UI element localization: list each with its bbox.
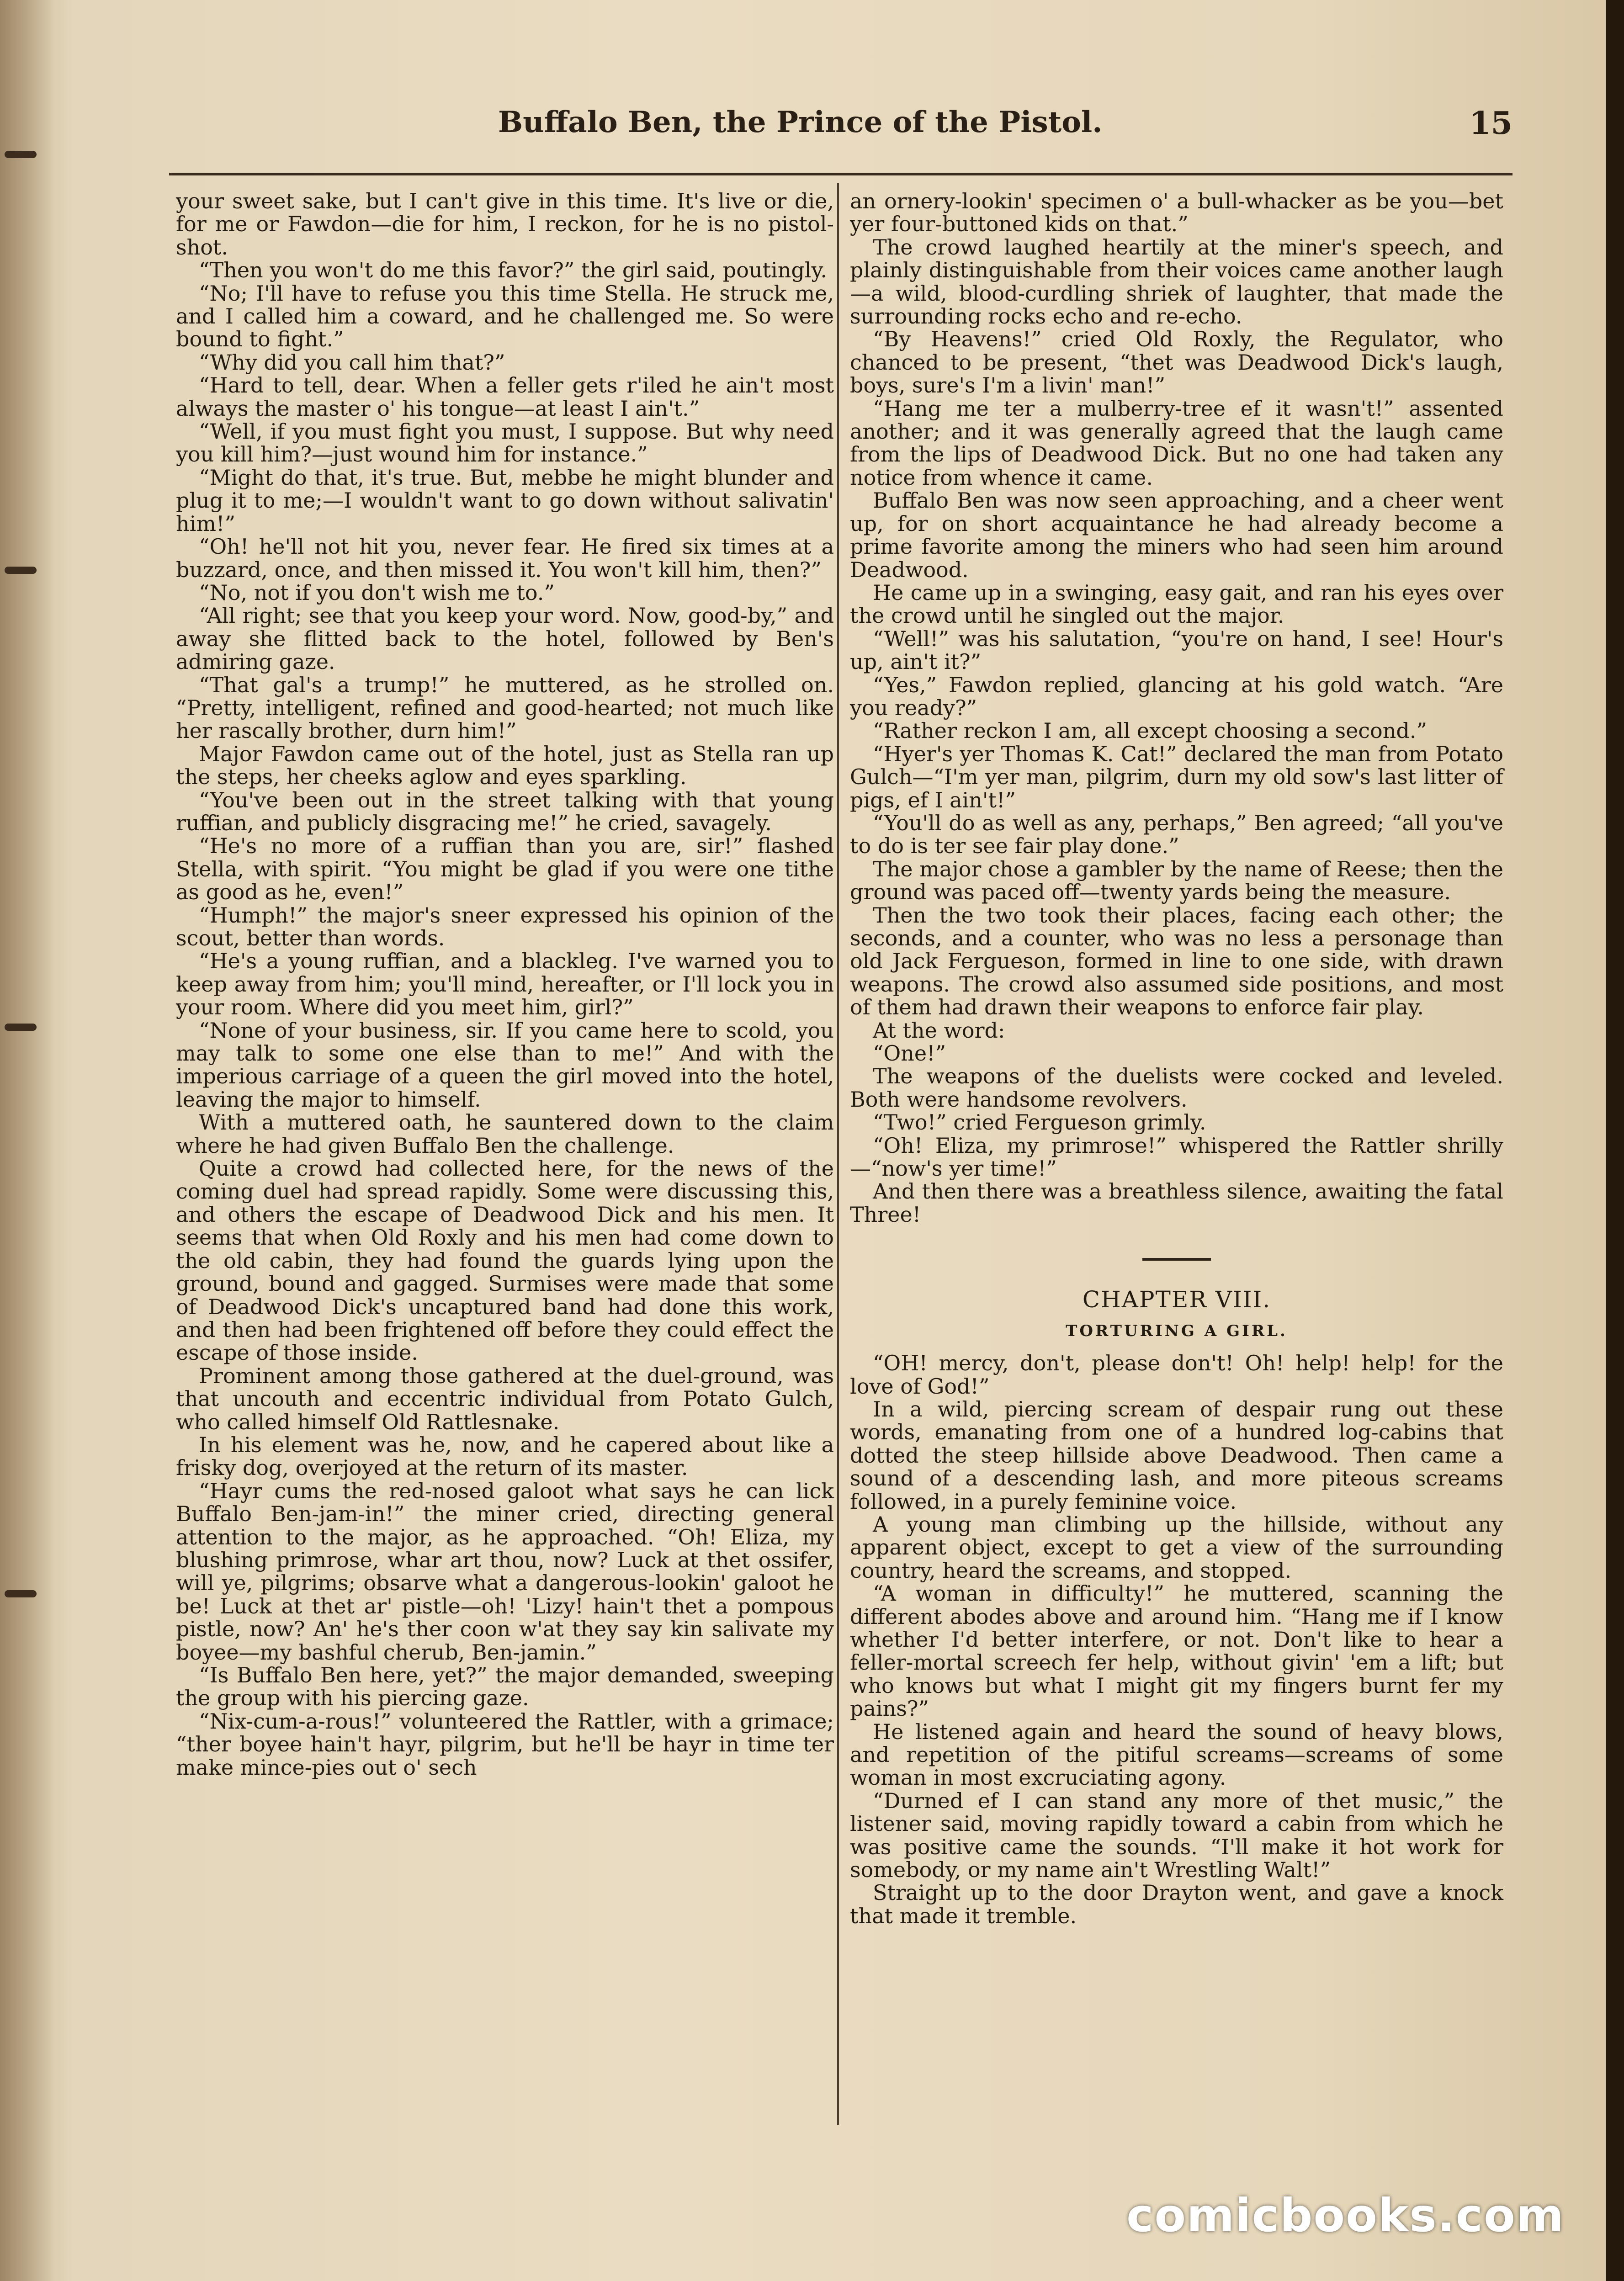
paragraph: In a wild, piercing scream of despair rung out these words, emanating from one of a hundred log-cabins that dotted the steep hillside above Deadwood. Then came a sound of a descending lash, and more piteous screams followed, in a purely feminine voice. — [850, 1396, 1503, 1514]
staple-mark — [5, 1590, 37, 1597]
staple-mark — [5, 567, 37, 574]
paragraph: Straight up to the door Drayton went, and gave a knock that made it tremble. — [850, 1880, 1503, 1928]
column-divider — [837, 183, 839, 2125]
spine-shadow — [0, 0, 55, 2281]
paragraph: “OH! mercy, don't, please don't! Oh! help! help! for the love of God!” — [850, 1351, 1503, 1399]
paragraph: He came up in a swinging, easy gait, and ran his eyes over the crowd until he singled out the major. — [850, 580, 1503, 628]
paragraph: “Then you won't do me this favor?” the girl said, poutingly. — [199, 258, 827, 283]
paragraph: “He's a young ruffian, and a blackleg. I've warned you to keep away from him; you'll mind, hereafter, or I'll lock you in your room. Where did you meet him, girl?” — [176, 949, 834, 1020]
paragraph: “Is Buffalo Ben here, yet?” the major demanded, sweeping the group with his piercing gaze. — [176, 1663, 834, 1711]
paragraph: At the word: — [873, 1018, 1005, 1043]
paragraph: “Oh! Eliza, my primrose!” whispered the Rattler shrilly—“now's yer time!” — [850, 1133, 1503, 1181]
paragraph: “Two!” cried Fergueson grimly. — [873, 1110, 1206, 1135]
paragraph: “Yes,” Fawdon replied, glancing at his gold watch. “Are you ready?” — [850, 672, 1503, 720]
paragraph: In his element was he, now, and he capered about like a frisky dog, overjoyed at the return of its master. — [176, 1432, 834, 1480]
section-rule — [1142, 1258, 1211, 1261]
paragraph: “That gal's a trump!” he muttered, as he strolled on. “Pretty, intelligent, refined and good-hearted; not much like her rascally brother, durn him!” — [176, 672, 834, 743]
header-rule — [169, 173, 1513, 175]
paragraph: “A woman in difficulty!” he muttered, scanning the different abodes above and around him. “Hang me if I know whether I'd better interfere, or not. Don't like to hear a feller-mortal screech fer help, without givin' 'em a lift; but who knows but what I might git my fingers burnt fer my pains?” — [850, 1581, 1503, 1721]
paragraph: “Hang me ter a mulberry-tree ef it wasn't!” assented another; and it was generally agreed that the laugh came from the lips of Deadwood Dick. But no one had taken any notice from whence it came. — [850, 396, 1503, 490]
paragraph: “None of your business, sir. If you came here to scold, you may talk to some one else than to me!” And with the imperious carriage of a queen the girl moved into the hotel, leaving the major to himself. — [176, 1018, 834, 1112]
page-number: 15 — [1469, 105, 1513, 142]
paragraph: “You've been out in the street talking with that young ruffian, and publicly disgracing me!” he cried, savagely. — [176, 787, 834, 835]
paragraph: your sweet sake, but I can't give in this time. It's live or die, for me or Fawdon—die for him, I reckon, for he is no pistol-shot. — [176, 189, 834, 260]
paragraph: Quite a crowd had collected here, for the news of the coming duel had spread rapidly. Some were discussing this, and others the escape of Deadwood Dick and his men. It seems that when Old Roxly and his men had come down to the old cabin, they had found the guards lying upon the ground, bound and gagged. Surmises were made that some of Deadwood Dick's uncaptured band had done this work, and then had been frightened off before they could effect the escape of those inside. — [176, 1156, 834, 1365]
chapter-title: CHAPTER VIII. — [1082, 1286, 1271, 1313]
paragraph: “He's no more of a ruffian than you are, sir!” flashed Stella, with spirit. “You might be glad if you were one tithe as good as he, even!” — [176, 833, 834, 905]
chapter-subtitle: TORTURING A GIRL. — [1066, 1321, 1288, 1340]
paragraph: He listened again and heard the sound of heavy blows, and repetition of the pitiful screams—screams of some woman in most excruciating agony. — [850, 1719, 1503, 1790]
paragraph: “No; I'll have to refuse you this time Stella. He struck me, and I called him a coward, and he challenged me. So were bound to fight.” — [176, 281, 834, 352]
running-title: Buffalo Ben, the Prince of the Pistol. — [498, 105, 1103, 139]
paragraph: “All right; see that you keep your word. Now, good-by,” and away she flitted back to the hotel, followed by Ben's admiring gaze. — [176, 603, 834, 674]
paragraph: “Humph!” the major's sneer expressed his opinion of the scout, better than words. — [176, 902, 834, 950]
paragraph: “Hard to tell, dear. When a feller gets r'iled he ain't most always the master o' his tongue—at least I ain't.” — [176, 373, 834, 421]
paragraph: And then there was a breathless silence, awaiting the fatal Three! — [850, 1179, 1503, 1227]
paragraph: With a muttered oath, he sauntered down to the claim where he had given Buffalo Ben the challenge. — [176, 1110, 834, 1158]
paragraph: “Might do that, it's true. But, mebbe he might blunder and plug it to me;—I wouldn't want to go down without salivatin' him!” — [176, 465, 834, 536]
watermark: comicbooks.com — [1126, 2189, 1565, 2242]
paragraph: “Hayr cums the red-nosed galoot what says he can lick Buffalo Ben-jam-in!” the miner cried, directing general attention to the major, as he approached. “Oh! Eliza, my blushing primrose, whar art thou, now? Luck at thet ossifer, will ye, pilgrims; obsarve what a dangerous-lookin' galoot he be! Luck at thet ar' pistle—oh! 'Lizy! hain't thet a pompous pistle, now? An' he's ther coon w'at they say kin salivate my boyee—my bashful cherub, Ben-jamin.” — [176, 1478, 834, 1665]
paragraph: an ornery-lookin' specimen o' a bull-whacker as be you—bet yer four-buttoned kids on that.” — [850, 189, 1503, 237]
paragraph: Then the two took their places, facing each other; the seconds, and a counter, who was no less a personage than old Jack Fergueson, formed in line to one side, with drawn weapons. The crowd also assumed side positions, and most of them had drawn their weapons to enforce fair play. — [850, 902, 1503, 1020]
paragraph: “No, not if you don't wish me to.” — [199, 580, 555, 605]
staple-mark — [5, 151, 37, 158]
paragraph: “Durned ef I can stand any more of thet music,” the listener said, moving rapidly toward a cabin from which he was positive came the sounds. “I'll make it hot work for somebody, or my name ain't Wrestling Walt!” — [850, 1788, 1503, 1883]
paragraph: “Well, if you must fight you must, I suppose. But why need you kill him?—just wound him for instance.” — [176, 419, 834, 467]
paragraph: “Nix-cum-a-rous!” volunteered the Rattler, with a grimace; “ther boyee hain't hayr, pilgrim, but he'll be hayr in time ter make mince-pies out o' sech — [176, 1708, 834, 1780]
staple-mark — [5, 1024, 37, 1031]
paragraph: Major Fawdon came out of the hotel, just as Stella ran up the steps, her cheeks aglow and eyes sparkling. — [176, 741, 834, 790]
paragraph: The major chose a gambler by the name of Reese; then the ground was paced off—twenty yards being the measure. — [850, 856, 1503, 905]
paragraph: The weapons of the duelists were cocked and leveled. Both were handsome revolvers. — [850, 1064, 1503, 1112]
paragraph: “Well!” was his salutation, “you're on hand, I see! Hour's up, ain't it?” — [850, 626, 1503, 674]
paragraph: Buffalo Ben was now seen approaching, and a cheer went up, for on short acquaintance he had already become a prime favorite among the miners who had seen him around Deadwood. — [850, 488, 1503, 582]
paragraph: “Rather reckon I am, all except choosing a second.” — [873, 718, 1427, 743]
paragraph: “Hyer's yer Thomas K. Cat!” declared the man from Potato Gulch—“I'm yer man, pilgrim, durn my old sow's last litter of pigs, ef I ain't!” — [850, 741, 1503, 812]
paragraph: Prominent among those gathered at the duel-ground, was that uncouth and eccentric individual from Potato Gulch, who called himself Old Rattlesnake. — [176, 1363, 834, 1434]
paragraph: “Oh! he'll not hit you, never fear. He fired six times at a buzzard, once, and then missed it. You won't kill him, then?” — [176, 534, 834, 582]
paragraph: “Why did you call him that?” — [199, 350, 505, 375]
paragraph: “By Heavens!” cried Old Roxly, the Regulator, who chanced to be present, “thet was Deadwood Dick's laugh, boys, sure's I'm a livin' man!” — [850, 327, 1503, 398]
paragraph: “You'll do as well as any, perhaps,” Ben agreed; “all you've to do is ter see fair play done.” — [850, 810, 1503, 859]
paragraph: A young man climbing up the hillside, without any apparent object, except to get a view of the surrounding country, heard the screams, and stopped. — [850, 1512, 1503, 1583]
left-column — [176, 190, 834, 1779]
page-edge — [1606, 0, 1624, 2281]
running-header — [169, 105, 1513, 155]
paragraph: “One!” — [873, 1041, 946, 1066]
right-column — [850, 190, 1503, 1927]
paragraph: The crowd laughed heartily at the miner's speech, and plainly distinguishable from their voices came another laugh—a wild, blood-curdling shriek of laughter, that made the surrounding rocks echo and re-echo. — [850, 234, 1503, 329]
